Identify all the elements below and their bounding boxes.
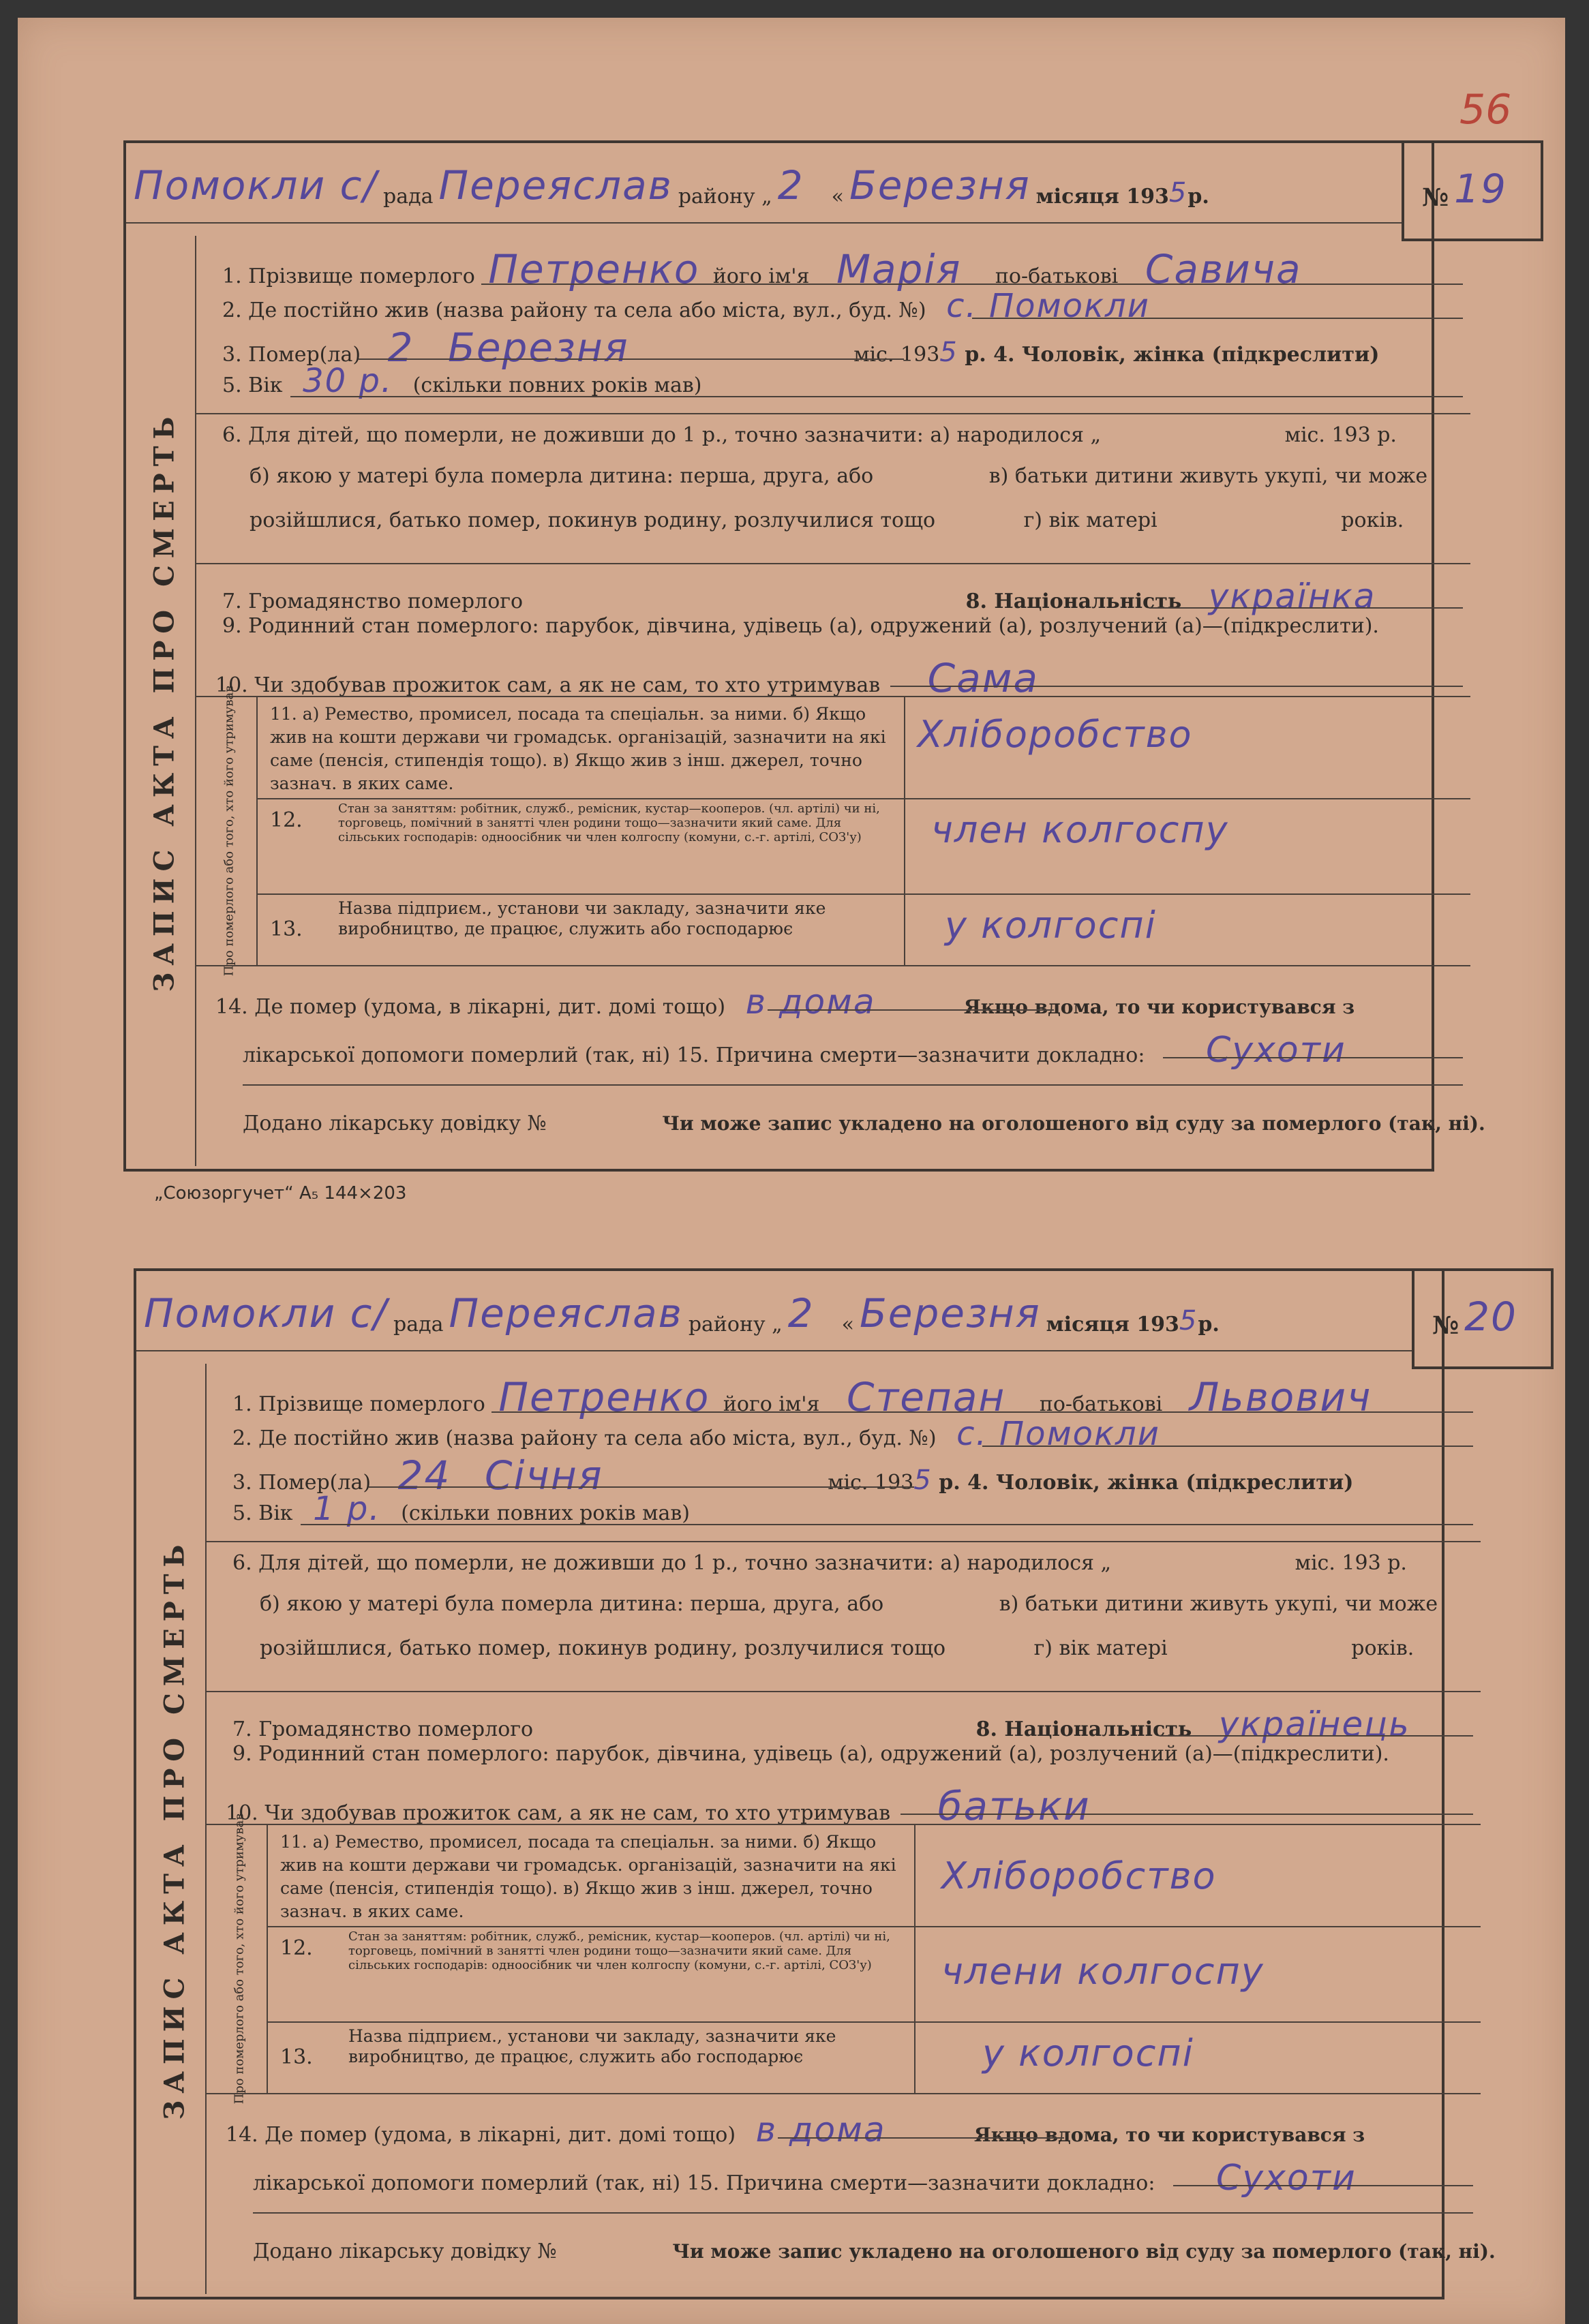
field-2: 2. Де постійно жив (назва району та села або міста, вул., буд. №) с. Помокли [222,287,1150,325]
field-13-text: Назва підприєм., установи чи закладу, зазначити яке виробництво, де працює, служить або господарює [338,898,826,938]
field-12-text: Стан за заняттям: робітник, служб., ремісник, кустар—кооперов. (чл. артілі) чи ні, торговець, помічний в занятті член родини тощо—зазначити який саме. Для сільських господарів: одноосібник чи член колгоспу (комуни, с.-г. артілі, СОЗ'у) [348,1929,890,1972]
death-record-2: Помокли с/ рада Переяслав району „ 2 « Березня місяця 193 5 р. № 20 ЗАПИС АКТА ПРО СМЕРТЬ 1. Прізвище померлого Петренко його ім'я Степан по-батькові Львович 2. Де постійно жив (назва району та села або міста, вул., буд. №) с. Помокли 3. Помер(ла) 24 Січня міс. 1935 р. 4. Чоловік, жінка (підкреслити) 5. Вік 1 р. (скільки повних років мав) 6. Для дітей, що померли, не доживши до 1 р., точно зазначити: а) народилося „ міс. 193 р. б) якою у матері була померла дитина: перша, друга, або в) батьки дитини живуть укупі, чи може розійшлися, батько помер, покинув родину, розлучилися тощо г) вік матері років. 7. Громадянство померлого 8. Національність українець 9. Родинний стан померлого: парубок, дівчина, удівець (а), одружений (а), розлучений (а)—(підкреслити). 10. Чи здобував прожиток сам, а як не сам, то хто утримував батьки Про померлого або того, хто його утримував 11. а) Ремество, промисел, посада та спеціальн. за ними. б) Якщо жив на кошти держави чи громадськ. організацій, зазначити на які саме (пенсія, стипендія тощо). в) Якщо жив з інш. джерел, точно зазнач. в яких саме. Хліборобство 12. Стан за заняттям: робітник, служб., ремісник, кустар—кооперов. (чл. артілі) чи ні, торговець, помічний в занятті член родини тощо—зазначити який саме. Для сільських господарів: одноосібник чи член колгоспу (комуни, с.-г. артілі, СОЗ'у) члени колгоспу 13. Назва підприєм., установи чи закладу, зазначити яке виробництво, де працює, служить або господарює у колгоспі 14. Де помер (удома, в лікарні, дит. домі тощо) в дома Якщо вдома, то чи користувався з лікарської допомоги померлий (так, ні) 15. Причина смерти—зазначити докладно: Сухоти Додано лікарську довідку № Чи може запис укладено на оголошеного від суду за померлого (так, ні). [28,1146,1565,2304]
field-1: 1. Прізвище померлого Петренко його ім'я Марія по-батькові Савича [222,246,1302,292]
field-3: 3. Помер(ла) 24 Січня міс. 1935 р. 4. Чоловік, жінка (підкреслити) [232,1452,1354,1499]
field-9: 9. Родинний стан померлого: парубок, дівчина, удівець (а), одружений (а), розлучений (а)—(підкреслити). [232,1742,1389,1766]
field-13-value: у колгоспі [982,2032,1194,2075]
field-14: 14. Де помер (удома, в лікарні, дит. домі тощо) в дома Якщо вдома, то чи користувався з [215,982,1355,1022]
field-1: 1. Прізвище померлого Петренко його ім'я Степан по-батькові Львович [232,1374,1372,1420]
field-5: 5. Вік 30 р. (скільки повних років мав) [222,362,702,400]
record-header: Помокли с/ рада Переяслав району „ 2 « Березня місяця 193 5 р. [134,162,1209,209]
death-month: Березня [448,324,629,371]
field-5: 5. Вік 1 р. (скільки повних років мав) [232,1490,690,1528]
death-month: Січня [484,1452,603,1499]
council-name: Помокли с/ [144,1290,389,1336]
field-11-value: Хліборобство [941,1854,1217,1897]
supported-by: Сама [927,655,1039,701]
page-number: 56 [1459,86,1512,134]
age: 30 р. [303,362,393,400]
field-9: 9. Родинний стан померлого: парубок, дівчина, удівець (а), одружений (а), розлучений (а)—(підкреслити). [222,614,1379,638]
patronymic: Львович [1189,1374,1372,1420]
field-11-value: Хліборобство [918,713,1193,756]
given-name: Степан [846,1374,1006,1420]
field-11-text: 11. а) Ремество, промисел, посада та спеціальн. за ними. б) Якщо жив на кошти держави чи громадськ. організацій, зазначити на які саме (пенсія, стипендія тощо). в) Якщо жив з інш. джерел, точно зазнач. в яких саме. [280,1832,896,1921]
field-6-line-3: розійшлися, батько помер, покинув родину, розлучилися тощо г) вік матері років. [260,1636,1414,1660]
field-13-value: у колгоспі [945,904,1157,947]
record-month: Березня [859,1290,1041,1336]
field-12-text: Стан за заняттям: робітник, служб., ремісник, кустар—кооперов. (чл. артілі) чи ні, торговець, помічний в занятті член родини тощо—зазначити який саме. Для сільських господарів: одноосібник чи член колгоспу (комуни, с.-г. артілі, СОЗ'у) [338,801,880,844]
field-6-line-1: 6. Для дітей, що померли, не доживши до 1 р., точно зазначити: а) народилося „ міс. 193 р. [222,423,1397,447]
field-12-value: член колгоспу [931,808,1229,851]
death-day: 24 [397,1452,451,1499]
surname: Петренко [488,246,700,292]
field-11-text: 11. а) Ремество, промисел, посада та спеціальн. за ними. б) Якщо жив на кошти держави чи громадськ. організацій, зазначити на які саме (пенсія, стипендія тощо). в) Якщо жив з інш. джерел, точно зазнач. в яких саме. [270,704,886,793]
cause-of-death: Сухоти [1215,2158,1357,2199]
field-15: лікарської допомоги померлий (так, ні) 15. Причина смерти—зазначити докладно: Сухоти [243,1030,1346,1071]
field-6-line-2: б) якою у матері була померла дитина: перша, друга, або в) батьки дитини живуть укупі, чи може [249,464,1428,488]
record-header: Помокли с/ рада Переяслав району „ 2 « Березня місяця 193 5 р. [144,1290,1220,1336]
record-number: № 19 [1422,166,1507,212]
supported-by: батьки [937,1783,1091,1829]
cause-of-death: Сухоти [1205,1030,1346,1071]
district-name: Переяслав [449,1290,683,1336]
field-10: 10. Чи здобував прожиток сам, а як не сам, то хто утримував батьки [226,1783,1091,1829]
death-day: 2 [387,324,414,371]
field-16: Додано лікарську довідку № Чи може запис укладено на оголошеного від суду за померлого (так, ні). [253,2239,1496,2263]
side-small-label: Про померлого або того, хто його утримував [222,685,236,976]
field-16: Додано лікарську довідку № Чи може запис укладено на оголошеного від суду за померлого (так, ні). [243,1112,1485,1135]
nationality: українець [1218,1704,1410,1744]
printer-footer: „Союзоргучет“ А₅ 144×203 [154,1183,407,1204]
field-10: 10. Чи здобував прожиток сам, а як не сам, то хто утримував Сама [215,655,1039,701]
given-name: Марія [836,246,962,292]
record-month: Березня [849,162,1031,209]
field-6-line-2: б) якою у матері була померла дитина: перша, друга, або в) батьки дитини живуть укупі, чи може [260,1592,1438,1616]
patronymic: Савича [1145,246,1302,292]
surname: Петренко [498,1374,710,1420]
death-place: в дома [745,982,876,1022]
field-15: лікарської допомоги померлий (так, ні) 15. Причина смерти—зазначити докладно: Сухоти [253,2158,1357,2199]
field-6-line-1: 6. Для дітей, що померли, не доживши до 1 р., точно зазначити: а) народилося „ міс. 193 р. [232,1551,1407,1575]
side-title: ЗАПИС АКТА ПРО СМЕРТЬ [158,1538,191,2120]
district-name: Переяслав [438,162,673,209]
side-title: ЗАПИС АКТА ПРО СМЕРТЬ [148,410,181,992]
death-place: в дома [755,2110,886,2150]
field-14: 14. Де помер (удома, в лікарні, дит. домі тощо) в дома Якщо вдома, то чи користувався з [226,2110,1365,2150]
death-record-1: Помокли с/ рада Переяслав району „ 2 « Березня місяця 193 5 р. № 19 ЗАПИС АКТА ПРО СМЕРТЬ 1. Прізвище померлого Петренко його ім'я Марія по-батькові Савича 2. Де постійно жив (назва району та села або міста, вул., буд. №) с. Помокли 3. Помер(ла) 2 Березня міс. 1935 р. 4. Чоловік, жінка (підкреслити) 5. Вік 30 р. (скільки повних років мав) 6. Для дітей, що померли, не доживши до 1 р., точно зазначити: а) народилося „ міс. 193 р. б) якою у матері була померла дитина: перша, друга, або в) батьки дитини живуть укупі, чи може розійшлися, батько помер, покинув родину, розлучилися тощо г) вік матері років. 7. Громадянство померлого 8. Національність українка 9. Родинний стан померлого: парубок, дівчина, удівець (а), одружений (а), розлучений (а)—(підкреслити). 10. Чи здобував прожиток сам, а як не сам, то хто утримував Сама Про померлого або того, хто його утримував 11. а) Ремество, промисел, посада та спеціальн. за ними. б) Якщо жив на кошти держави чи громадськ. організацій, зазначити на які саме (пенсія, стипендія тощо). в) Якщо жив з інш. джерел, точно зазнач. в яких саме. Хліборобство 12. Стан за заняттям: робітник, служб., ремісник, кустар—кооперов. (чл. артілі) чи ні, торговець, помічний в занятті член родини тощо—зазначити який саме. Для сільських господарів: одноосібник чи член колгоспу (комуни, с.-г. артілі, СОЗ'у) член колгоспу 13. Назва підприєм., установи чи закладу, зазначити яке виробництво, де працює, служить або господарює у колгоспі 14. Де помер (удома, в лікарні, дит. домі тощо) в дома Якщо вдома, то чи користувався з лікарської допомоги померлий (так, ні) 15. Причина смерти—зазначити докладно: Сухоти Додано лікарську довідку № Чи може запис укладено на оголошеного від суду за померлого (так, ні). [18,18,1565,1176]
age: 1 р. [313,1490,381,1528]
field-12-value: члени колгоспу [941,1950,1265,1993]
field-7-8: 7. Громадянство померлого 8. Національність українка [222,577,1376,616]
side-small-label: Про померлого або того, хто його утримував [232,1813,246,2104]
nationality: українка [1208,577,1376,616]
field-6-line-3: розійшлися, батько помер, покинув родину, розлучилися тощо г) вік матері років. [249,508,1404,532]
record-day: 2 [787,1290,815,1336]
field-2: 2. Де постійно жив (назва району та села або міста, вул., буд. №) с. Помокли [232,1415,1160,1453]
council-name: Помокли с/ [134,162,378,209]
residence: с. Помокли [946,287,1150,325]
field-13-text: Назва підприєм., установи чи закладу, зазначити яке виробництво, де працює, служить або господарює [348,2026,836,2066]
record-number: № 20 [1432,1294,1517,1340]
field-3: 3. Помер(ла) 2 Березня міс. 1935 р. 4. Чоловік, жінка (підкреслити) [222,324,1380,371]
field-7-8: 7. Громадянство померлого 8. Національність українець [232,1704,1410,1744]
record-day: 2 [777,162,804,209]
document-page [18,18,1565,2324]
residence: с. Помокли [956,1415,1160,1453]
